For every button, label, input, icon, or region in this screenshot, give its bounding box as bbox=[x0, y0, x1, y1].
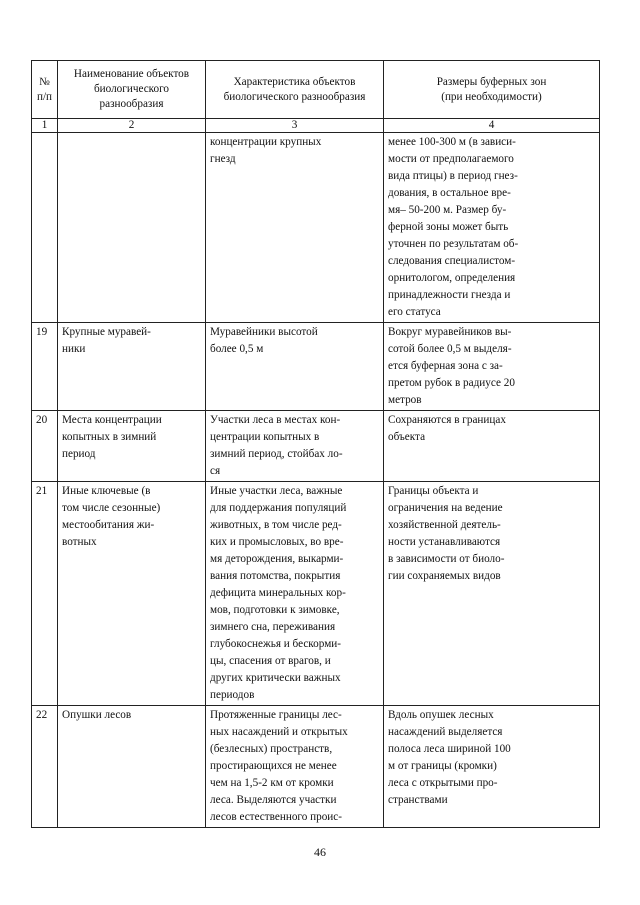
object-name bbox=[58, 133, 206, 323]
object-name: Иные ключевые (в том числе сезонные) местообитания жи- вотных bbox=[58, 482, 206, 706]
column-number: 4 bbox=[384, 119, 600, 133]
object-name: Места концентрации копытных в зимний период bbox=[58, 411, 206, 482]
column-number: 2 bbox=[58, 119, 206, 133]
row-number bbox=[32, 133, 58, 323]
header-object-name: Наименование объектов биологического разнообразия bbox=[58, 61, 206, 119]
object-characteristic: концентрации крупных гнезд bbox=[206, 133, 384, 323]
table-row bbox=[32, 411, 600, 482]
buffer-zone-size: Вдоль опушек лесных насаждений выделяется полоса леса шириной 100 м от границы (кромки) леса с открытыми про- странствами bbox=[384, 706, 600, 828]
row-number: 19 bbox=[32, 323, 58, 411]
table-row bbox=[32, 706, 600, 828]
object-name: Крупные муравей- ники bbox=[58, 323, 206, 411]
table-row bbox=[32, 133, 600, 323]
header-characteristic: Характеристика объектов биологического разнообразия bbox=[206, 61, 384, 119]
object-characteristic: Иные участки леса, важные для поддержания популяций животных, в том числе ред- ких и промысловых, во вре- мя деторождения, выкарми- вания потомства, покрытия дефицита минеральных кор- мов, подготовки к зимовке, зимнего сна, переживания глубокоснежья и бескорми- цы, спасения от врагов, и других критически важных периодов bbox=[206, 482, 384, 706]
buffer-zone-size: менее 100-300 м (в зависи- мости от предполагаемого вида птицы) в период гнез- дования, в остальное вре- мя– 50-200 м. Размер бу- ферной зоны может быть уточнен по результатам об- следования специалистом- орнитологом, определения принадлежности гнезда и его статуса bbox=[384, 133, 600, 323]
column-number: 1 bbox=[32, 119, 58, 133]
header-number: № п/п bbox=[32, 61, 58, 119]
object-characteristic: Протяженные границы лес- ных насаждений и открытых (безлесных) пространств, простирающихся не менее чем на 1,5-2 км от кромки леса. Выделяются участки лесов естественного проис- bbox=[206, 706, 384, 828]
table-row bbox=[32, 482, 600, 706]
header-buffer-zone: Размеры буферных зон (при необходимости) bbox=[384, 61, 600, 119]
row-number: 20 bbox=[32, 411, 58, 482]
row-number: 22 bbox=[32, 706, 58, 828]
table-row bbox=[32, 323, 600, 411]
object-characteristic: Муравейники высотой более 0,5 м bbox=[206, 323, 384, 411]
biodiversity-table bbox=[31, 60, 600, 828]
column-number: 3 bbox=[206, 119, 384, 133]
buffer-zone-size: Сохраняются в границах объекта bbox=[384, 411, 600, 482]
column-number-row bbox=[32, 119, 600, 133]
row-number: 21 bbox=[32, 482, 58, 706]
object-name: Опушки лесов bbox=[58, 706, 206, 828]
buffer-zone-size: Вокруг муравейников вы- сотой более 0,5 м выделя- ется буферная зона с за- претом рубок в радиусе 20 метров bbox=[384, 323, 600, 411]
object-characteristic: Участки леса в местах кон- центрации копытных в зимний период, стойбах ло- ся bbox=[206, 411, 384, 482]
page-number: 46 bbox=[314, 845, 326, 859]
buffer-zone-size: Границы объекта и ограничения на ведение хозяйственной деятель- ности устанавливаются в зависимости от биоло- гии сохраняемых видов bbox=[384, 482, 600, 706]
table-header-row bbox=[32, 61, 600, 119]
